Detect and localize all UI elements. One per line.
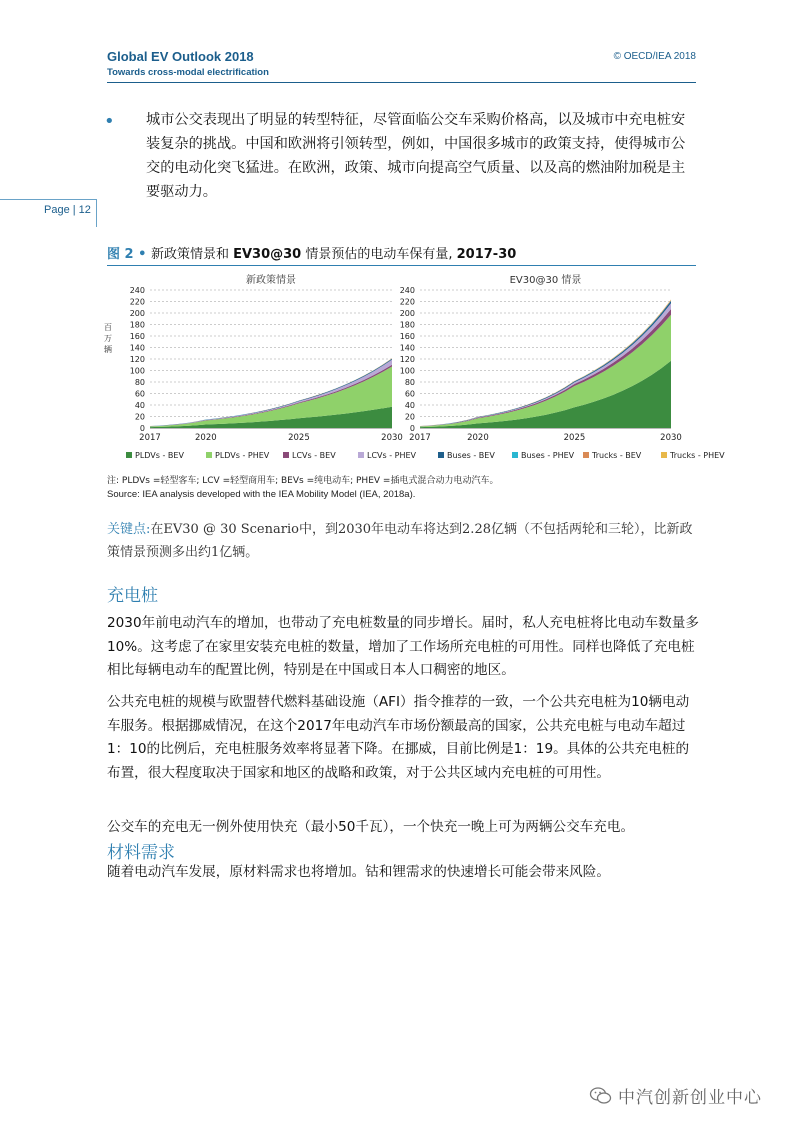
legend-swatch-1 <box>206 452 212 458</box>
y-tick-label-0-80: 80 <box>134 378 145 387</box>
y-tick-label-0-200: 200 <box>129 309 145 318</box>
y-tick-label-0-220: 220 <box>129 297 145 307</box>
y-axis-label-char-2: 辆 <box>104 345 112 354</box>
page-rule-vertical <box>96 199 97 227</box>
charging-paragraph-2: 公共充电桩的规模与欧盟替代燃料基础设施（AFI）指令推荐的一致，一个公共充电桩为10辆电动车服务。根据挪威情况，在这个2017年电动汽车市场份额最高的国家，公共充电桩与电动车超过1：10的比例后，充电桩服务效率将显著下降。在挪威，目前比例是1：19。具体的公共充电桩的布置，很大程度取决于国家和地区的战略和政策，对于公共区域内充电桩的可用性。 <box>107 694 690 781</box>
y-tick-label-1-80: 80 <box>404 378 415 387</box>
x-tick-label-0-1: 2020 <box>195 433 217 443</box>
report-subtitle: Towards cross-modal electrification <box>107 67 269 78</box>
y-tick-label-1-20: 20 <box>404 412 415 422</box>
legend-swatch-2 <box>283 452 289 458</box>
bullet-paragraph: 城市公交表现出了明显的转型特征，尽管面临公交车采购价格高，以及城市中充电桩安装复杂的挑战。中国和欧洲将引领转型，例如，中国很多城市的政策支持，使得城市公交的电动化突飞猛进。在欧洲，政策、城市向提高空气质量、以及高的燃油附加税是主要驱动力。 <box>146 112 686 200</box>
y-tick-label-0-0: 0 <box>139 424 145 433</box>
y-tick-label-1-160: 160 <box>399 332 415 341</box>
charging-paragraph-1: 2030年前电动汽车的增加，也带动了充电桩数量的同步增长。届时，私人充电桩将比电动车数量多10%。这考虑了在家里安装充电桩的数量，增加了工作场所充电桩的可用性。同样也降低了充电桩相比每辆电动车的配置比例，特别是在中国或日本人口稠密的地区。 <box>107 615 699 679</box>
y-tick-label-1-100: 100 <box>399 366 415 376</box>
y-tick-label-0-120: 120 <box>129 355 145 364</box>
report-title: Global EV Outlook 2018 <box>107 49 254 64</box>
page-rule <box>0 199 96 200</box>
figure-sep: • <box>133 247 151 262</box>
legend-label-4: Buses - BEV <box>447 451 495 460</box>
ev-stock-chart <box>100 268 725 468</box>
y-tick-label-1-60: 60 <box>404 389 415 399</box>
y-tick-label-0-60: 60 <box>134 389 145 399</box>
y-tick-label-1-180: 180 <box>399 320 415 330</box>
materials-paragraph: 随着电动汽车发展，原材料需求也将增加。钴和锂需求的快速增长可能会带来风险。 <box>107 864 610 880</box>
bullet-dot-icon: • <box>104 111 115 132</box>
figure-title-d: 2017-30 <box>456 247 517 262</box>
y-tick-label-0-140: 140 <box>129 343 145 353</box>
materials-heading: 材料需求 <box>107 843 175 863</box>
header-rule <box>107 82 696 83</box>
y-tick-label-0-240: 240 <box>129 286 145 295</box>
figure-title-c: 情景预估的电动车保有量, <box>301 247 457 262</box>
legend-label-2: LCVs - BEV <box>292 451 336 460</box>
chart-title-0: 新政策情景 <box>246 275 296 286</box>
charging-paragraph-3: 公交车的充电无一例外使用快充（最小50千瓦），一个快充一晚上可为两辆公交车充电。 <box>107 819 635 835</box>
x-tick-label-0-3: 2030 <box>381 433 403 443</box>
x-tick-label-1-0: 2017 <box>409 433 431 443</box>
legend-swatch-6 <box>583 452 589 458</box>
key-point-text: 在EV30 @ 30 Scenario中，到2030年电动车将达到2.28亿辆（不包括两轮和三轮），比新政策情景预测多出约1亿辆。 <box>107 522 693 560</box>
key-point-label: 关键点: <box>107 522 151 537</box>
legend-swatch-5 <box>512 452 518 458</box>
y-tick-label-0-160: 160 <box>129 332 145 341</box>
y-tick-label-0-40: 40 <box>134 401 145 410</box>
x-tick-label-1-2: 2025 <box>563 433 586 443</box>
y-tick-label-1-140: 140 <box>399 343 415 353</box>
legend-label-3: LCVs - PHEV <box>367 451 417 460</box>
x-tick-label-0-0: 2017 <box>139 433 161 443</box>
charging-heading: 充电桩 <box>107 586 158 606</box>
legend-label-1: PLDVs - PHEV <box>215 451 270 460</box>
legend-label-7: Trucks - PHEV <box>670 451 725 460</box>
key-point <box>107 518 697 564</box>
chart-title-1: EV30@30 情景 <box>509 275 582 286</box>
x-tick-label-0-2: 2025 <box>288 433 310 443</box>
copyright-notice: © OECD/IEA 2018 <box>613 51 696 62</box>
watermark-text: 中汽创新创业中心 <box>618 1088 762 1108</box>
y-axis-label-char-1: 万 <box>104 334 112 343</box>
legend-label-6: Trucks - BEV <box>592 451 642 460</box>
figure-title <box>107 243 516 262</box>
y-tick-label-1-220: 220 <box>399 297 415 307</box>
x-tick-label-1-3: 2030 <box>660 433 682 443</box>
legend-swatch-4 <box>438 452 444 458</box>
legend-swatch-3 <box>358 452 364 458</box>
page-number: Page | 12 <box>44 204 91 216</box>
y-tick-label-0-180: 180 <box>129 320 145 330</box>
y-tick-label-0-100: 100 <box>129 366 145 376</box>
x-tick-label-1-1: 2020 <box>467 433 489 443</box>
y-tick-label-1-40: 40 <box>404 401 415 410</box>
y-tick-label-0-20: 20 <box>134 412 145 422</box>
figure-rule <box>107 265 696 266</box>
y-tick-label-1-120: 120 <box>399 355 415 364</box>
legend-swatch-0 <box>126 452 132 458</box>
figure-title-a: 新政策情景和 <box>150 247 234 262</box>
y-tick-label-1-200: 200 <box>399 309 415 318</box>
wechat-icon <box>590 1086 612 1106</box>
figure-source: Source: IEA analysis developed with the IEA Mobility Model (IEA, 2018a). <box>107 489 416 500</box>
figure-note: 注: PLDVs =轻型客车; LCV =轻型商用车; BEVs =纯电动车; PHEV =插电式混合动力电动汽车。 <box>107 476 499 486</box>
legend-swatch-7 <box>661 452 667 458</box>
figure-title-b: EV30@30 <box>233 247 302 262</box>
y-tick-label-1-0: 0 <box>409 424 415 433</box>
y-tick-label-1-240: 240 <box>399 286 415 295</box>
y-axis-label-char-0: 百 <box>104 323 112 332</box>
legend-label-5: Buses - PHEV <box>521 451 575 460</box>
figure-number: 图 2 <box>107 247 134 262</box>
legend-label-0: PLDVs - BEV <box>135 451 184 460</box>
